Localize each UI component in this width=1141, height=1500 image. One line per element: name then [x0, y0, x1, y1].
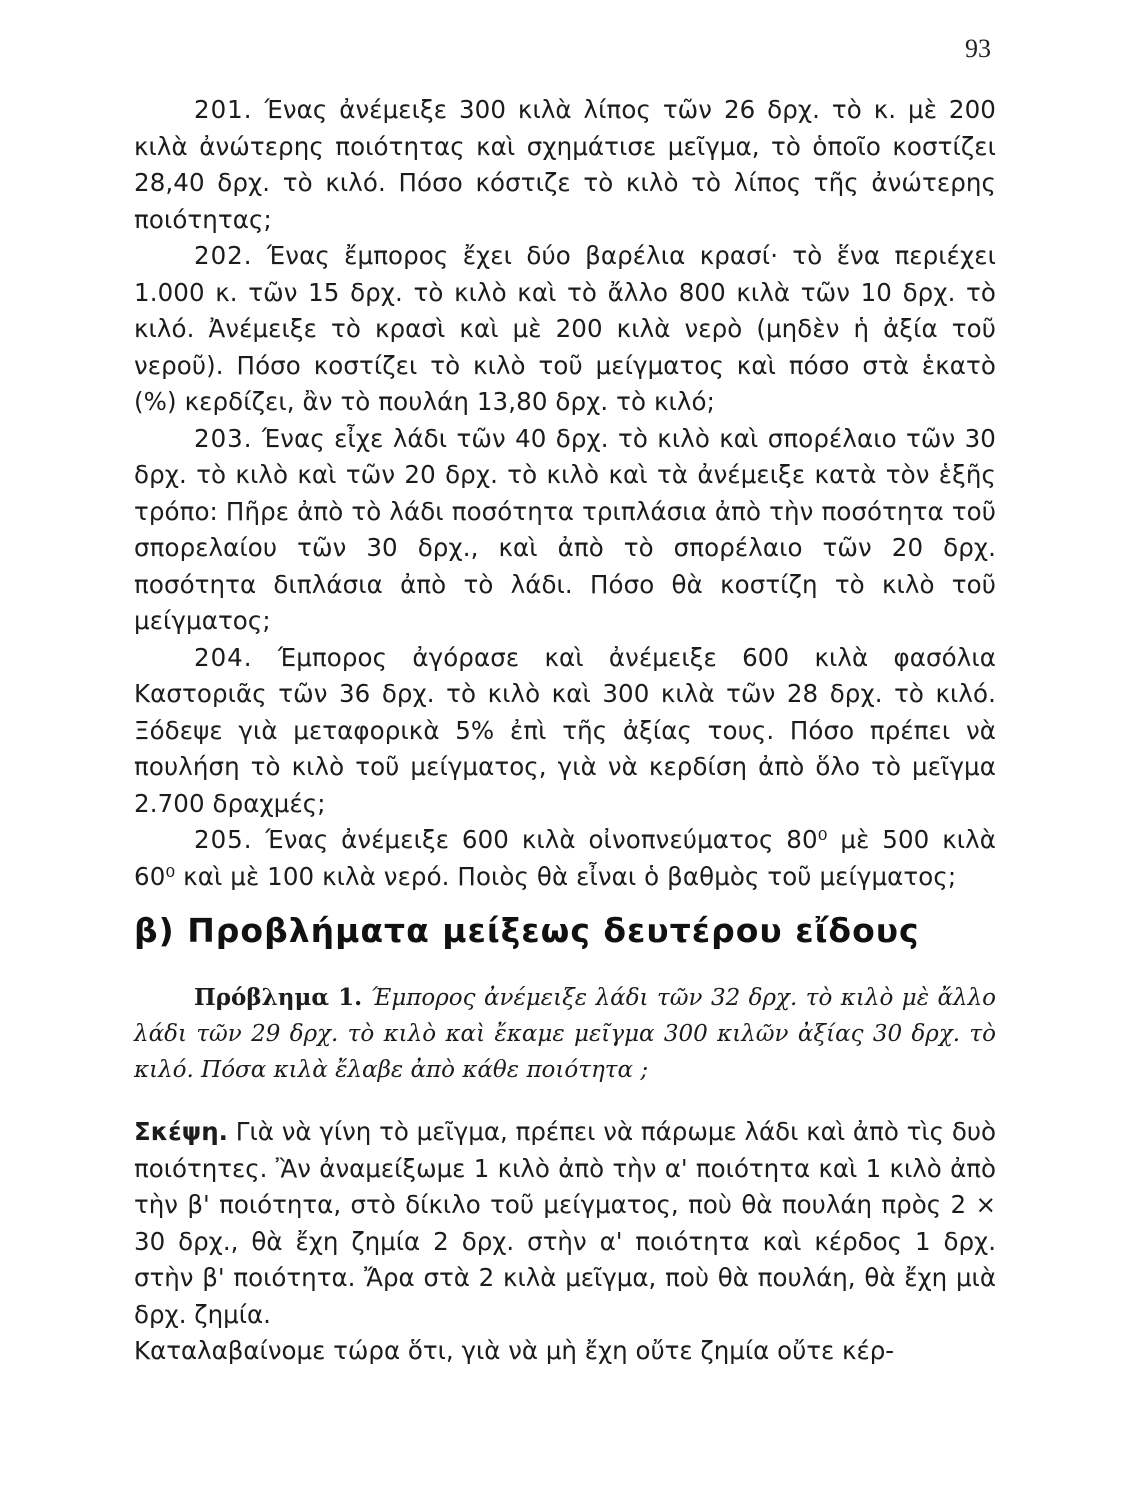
problem-205: [134, 822, 996, 895]
problem-number: 204.: [194, 642, 253, 672]
page-content: [134, 92, 996, 1370]
problem-text: Ένας εἶχε λάδι τῶν 40 δρχ. τὸ κιλὸ καὶ σπορέλαιο τῶν 30 δρχ. τὸ κιλὸ καὶ τῶν 20 δρχ. τὸ κιλὸ καὶ τὰ ἀνέμειξε κατὰ τὸν ἑξῆς τρόπο: Πῆρε ἀπὸ τὸ λάδι ποσότητα τριπλάσια ἀπὸ τὴν ποσότητα τοῦ σπορελαίου τῶν 30 δρχ., καὶ ἀπὸ τὸ σπορέλαιο τῶν 20 δρχ. ποσότητα διπλάσια ἀπὸ τὸ λάδι. Πόσο θὰ κοστίζη τὸ κιλὸ τοῦ μείγματος;: [134, 423, 996, 635]
problem-number: 202.: [194, 241, 253, 270]
problem-202: [134, 238, 996, 421]
problem-number: 203.: [194, 423, 253, 453]
problem-text: Ένας ἀνέμειξε 300 κιλὰ λίπος τῶν 26 δρχ. τὸ κ. μὲ 200 κιλὰ ἀνώτερης ποιότητας καὶ σχημάτισε μεῖγμα, τὸ ὁποῖο κοστίζει 28,40 δρχ. τὸ κιλό. Πόσο κόστιζε τὸ κιλὸ τὸ λίπος τῆς ἀνώτερης ποιότητας;: [134, 95, 996, 234]
problem-number: 205.: [194, 825, 253, 854]
problem-number: 201.: [194, 95, 253, 124]
worked-problem-statement: [134, 980, 996, 1088]
problem-text: Ένας ἀνέμειξε 600 κιλὰ οἰνοπνεύματος 80⁰ μὲ 500 κιλὰ 60⁰ καὶ μὲ 100 κιλὰ νερό. Ποιὸς θὰ εἶναι ὁ βαθμὸς τοῦ μείγματος;: [134, 825, 996, 891]
page-number: 93: [965, 34, 991, 63]
problem-text: Έμπορος ἀγόρασε καὶ ἀνέμειξε 600 κιλὰ φασόλια Καστοριᾶς τῶν 36 δρχ. τὸ κιλὸ καὶ 300 κιλὰ τῶν 28 δρχ. τὸ κιλό. Ξόδεψε γιὰ μεταφορικὰ 5% ἐπὶ τῆς ἀξίας τους. Πόσο πρέπει νὰ πουλήση τὸ κιλὸ τοῦ μείγματος, γιὰ νὰ κερδίση ἀπὸ ὅλο τὸ μεῖγμα 2.700 δραχμές;: [134, 642, 997, 818]
section-heading: β) Προβλήματα μείξεως δευτέρου εἴδους: [134, 911, 920, 950]
problem-201: [134, 92, 996, 238]
worked-problem-text: Έμπορος ἀνέμειξε λάδι τῶν 32 δρχ. τὸ κιλὸ μὲ ἄλλο λάδι τῶν 29 δρχ. τὸ κιλὸ καὶ ἔκαμε μεῖγμα 300 κιλῶν ἀξίας 30 δρχ. τὸ κιλό. Πόσα κιλὰ ἔλαβε ἀπὸ κάθε ποιότητα ;: [134, 985, 997, 1083]
problem-204: [134, 640, 996, 823]
reasoning-paragraph: [134, 1114, 996, 1333]
conclusion-paragraph: Καταλαβαίνομε τώρα ὅτι, γιὰ νὰ μὴ ἔχη οὔτε ζημία οὔτε κέρ-: [134, 1336, 895, 1365]
reasoning-label: Σκέψη.: [134, 1117, 228, 1146]
worked-problem-label: Πρόβλημα 1.: [194, 984, 363, 1011]
problem-text: Ένας ἔμπορος ἔχει δύο βαρέλια κρασί· τὸ ἕνα περιέχει 1.000 κ. τῶν 15 δρχ. τὸ κιλὸ καὶ τὸ ἄλλο 800 κιλὰ τῶν 10 δρχ. τὸ κιλό. Ἀνέμειξε τὸ κρασὶ καὶ μὲ 200 κιλὰ νερὸ (μηδὲν ἡ ἀξία τοῦ νεροῦ). Πόσο κοστίζει τὸ κιλὸ τοῦ μείγματος καὶ πόσο στὰ ἑκατὸ (%) κερδίζει, ἂν τὸ πουλάη 13,80 δρχ. τὸ κιλό;: [134, 241, 997, 416]
reasoning-text: Γιὰ νὰ γίνη τὸ μεῖγμα, πρέπει νὰ πάρωμε λάδι καὶ ἀπὸ τὶς δυὸ ποιότητες. Ἂν ἀναμείξωμε 1 κιλὸ ἀπὸ τὴν α' ποιότητα καὶ 1 κιλὸ ἀπὸ τὴν β' ποιότητα, στὸ δίκιλο τοῦ μείγματος, ποὺ θὰ πουλάη πρὸς 2 × 30 δρχ., θὰ ἔχη ζημία 2 δρχ. στὴν α' ποιότητα καὶ κέρδος 1 δρχ. στὴν β' ποιότητα. Ἄρα στὰ 2 κιλὰ μεῖγμα, ποὺ θὰ πουλάη, θὰ ἔχη μιὰ δρχ. ζημία.: [134, 1117, 996, 1329]
problem-203: [134, 421, 996, 640]
